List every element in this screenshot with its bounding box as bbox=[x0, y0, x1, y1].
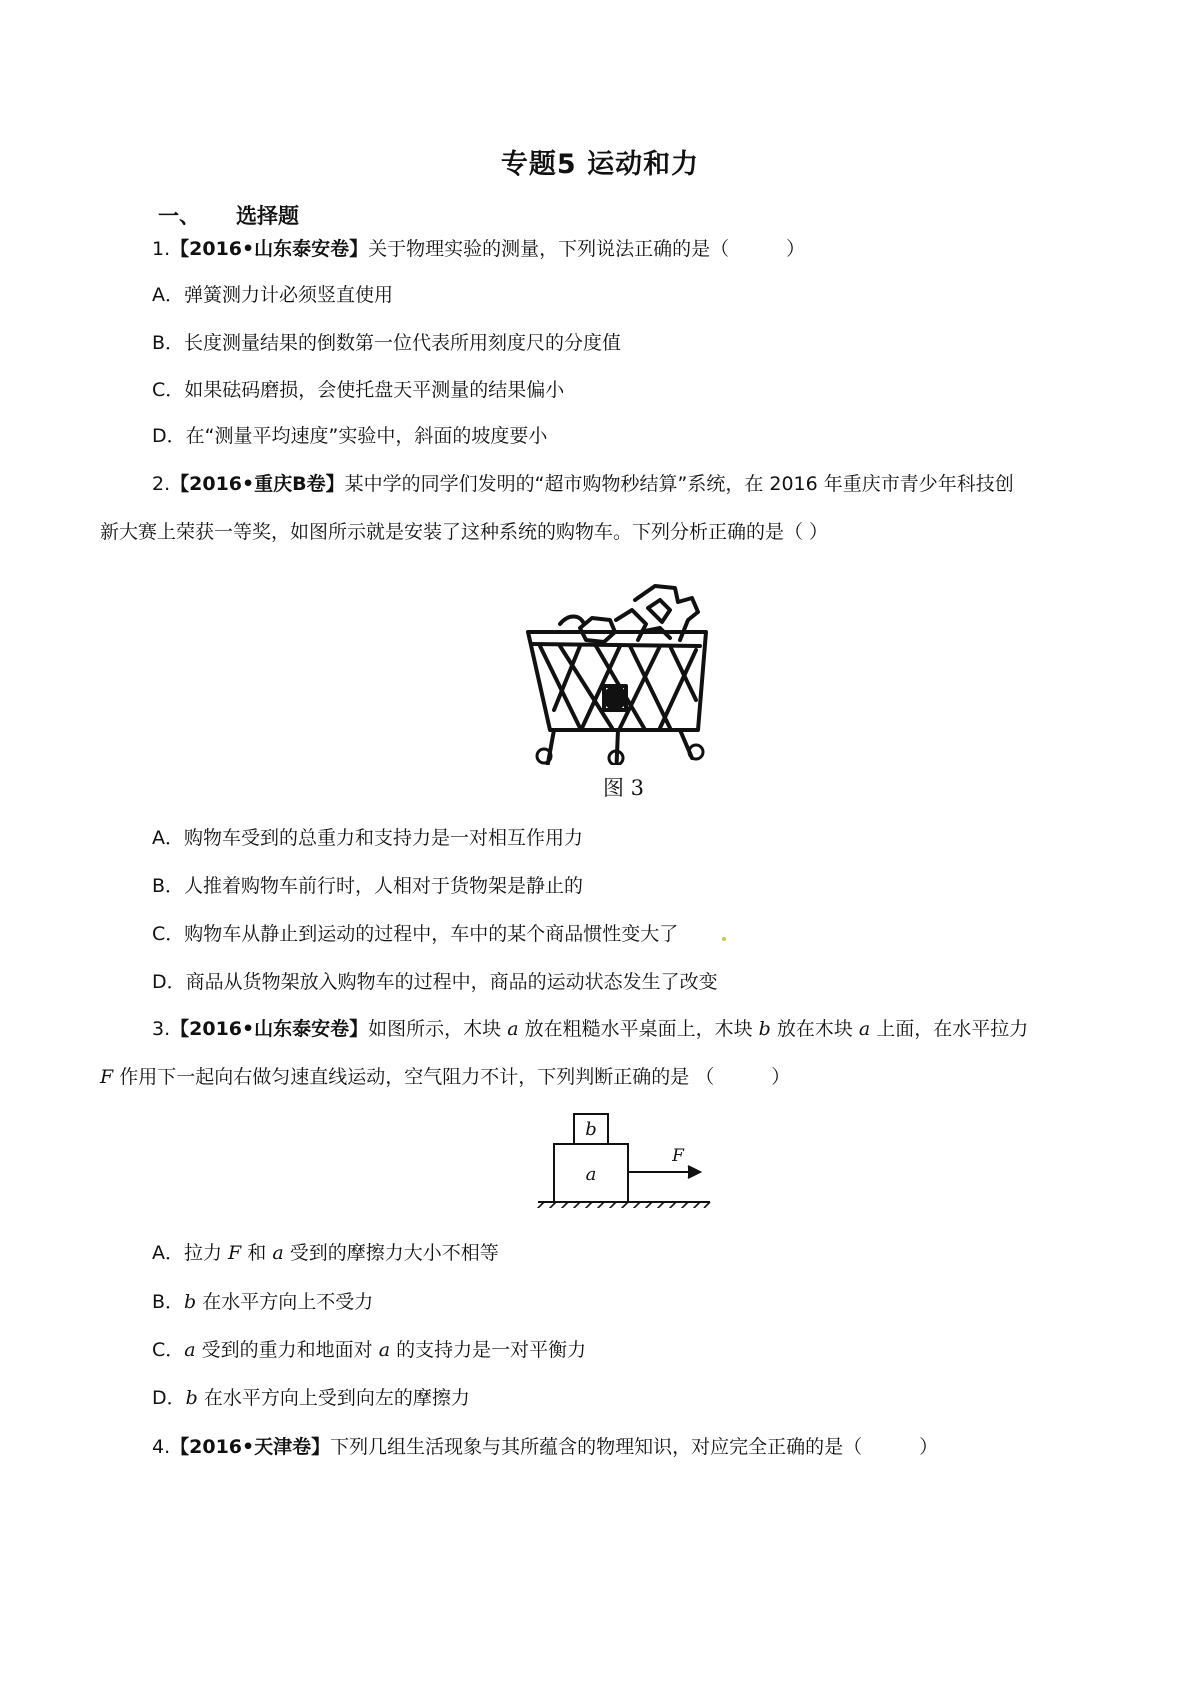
question-3-option-c bbox=[152, 1337, 586, 1363]
stray-mark bbox=[722, 937, 726, 941]
question-2-number: 2. bbox=[152, 473, 171, 495]
block-force-diagram bbox=[530, 1108, 720, 1208]
variable-a: a bbox=[184, 1339, 196, 1361]
option-text: 在水平方向上不受力 bbox=[196, 1291, 374, 1313]
question-1-source: 【2016•山东泰安卷】 bbox=[170, 238, 369, 260]
variable-f: F bbox=[100, 1066, 114, 1088]
question-1-option-a: A．弹簧测力计必须竖直使用 bbox=[152, 284, 393, 306]
variable-a: a bbox=[507, 1018, 519, 1040]
option-text: 的支持力是一对平衡力 bbox=[390, 1339, 587, 1361]
question-2-source: 【2016•重庆B卷】 bbox=[170, 473, 345, 495]
question-1-stem bbox=[152, 236, 805, 262]
section-heading bbox=[158, 200, 299, 230]
question-4-number: 4. bbox=[152, 1436, 171, 1458]
question-1-option-b: B．长度测量结果的倒数第一位代表所用刻度尺的分度值 bbox=[152, 332, 622, 354]
question-3-source: 【2016•山东泰安卷】 bbox=[170, 1018, 369, 1040]
force-label: F bbox=[672, 1146, 684, 1166]
option-text: B． bbox=[152, 1291, 185, 1313]
question-2-option-a: A．购物车受到的总重力和支持力是一对相互作用力 bbox=[152, 827, 583, 849]
option-text: C． bbox=[152, 1339, 185, 1361]
question-4-stem bbox=[152, 1434, 938, 1460]
document-title: 专题5 运动和力 bbox=[500, 149, 700, 180]
variable-b: b bbox=[184, 1291, 197, 1313]
question-3-text-part: 放在木块 bbox=[770, 1018, 859, 1040]
variable-b: b bbox=[185, 1387, 198, 1409]
option-text: 受到的重力和地面对 bbox=[195, 1339, 379, 1361]
question-3-stem-line-1 bbox=[152, 1016, 1028, 1042]
question-2-stem-line-2: 新大赛上荣获一等奖，如图所示就是安装了这种系统的购物车。下列分析正确的是（ ） bbox=[100, 521, 829, 543]
question-1-text: 关于物理实验的测量，下列说法正确的是（ ） bbox=[368, 238, 806, 260]
question-3-option-a bbox=[152, 1240, 499, 1266]
option-text: 受到的摩擦力大小不相等 bbox=[283, 1242, 499, 1264]
question-2-option-d: D．商品从货物架放入购物车的过程中，商品的运动状态发生了改变 bbox=[152, 971, 718, 993]
question-2-text-line-1: 某中学的同学们发明的“超市购物秒结算”系统，在 2016 年重庆市青少年科技创 bbox=[344, 473, 1014, 495]
question-3-option-b bbox=[152, 1289, 373, 1315]
section-number: 一、 bbox=[158, 204, 200, 228]
question-3-text-part: 放在粗糙水平桌面上，木块 bbox=[518, 1018, 759, 1040]
block-a-label: a bbox=[585, 1164, 597, 1185]
variable-a: a bbox=[378, 1339, 391, 1361]
question-1-option-d: D．在“测量平均速度”实验中，斜面的坡度要小 bbox=[152, 425, 548, 447]
question-3-text-part: 如图所示，木块 bbox=[368, 1018, 508, 1040]
block-b-label: b bbox=[585, 1119, 597, 1140]
variable-a: a bbox=[858, 1018, 871, 1040]
option-text: A．拉力 bbox=[152, 1242, 229, 1264]
variable-b: b bbox=[758, 1018, 771, 1040]
question-4-source: 【2016•天津卷】 bbox=[170, 1436, 331, 1458]
question-4-text: 下列几组生活现象与其所蕴含的物理知识，对应完全正确的是（ ） bbox=[330, 1436, 939, 1458]
question-1-option-c: C．如果砝码磨损，会使托盘天平测量的结果偏小 bbox=[152, 379, 565, 401]
question-2-option-c: C．购物车从静止到运动的过程中，车中的某个商品惯性变大了 bbox=[152, 923, 679, 945]
question-2-option-b: B．人推着购物车前行时，人相对于货物架是静止的 bbox=[152, 875, 584, 897]
question-3-text-part: 上面，在水平拉力 bbox=[870, 1018, 1029, 1040]
question-1-number: 1. bbox=[152, 238, 171, 260]
question-3-stem-line-2 bbox=[100, 1064, 790, 1090]
option-text: D． bbox=[152, 1387, 186, 1409]
question-3-option-d bbox=[152, 1385, 470, 1411]
shopping-cart-figure bbox=[520, 580, 730, 765]
option-text: 在水平方向上受到向左的摩擦力 bbox=[197, 1387, 470, 1409]
force-arrow-head bbox=[688, 1166, 700, 1178]
shopping-cart-figure-caption: 图 3 bbox=[603, 776, 645, 800]
variable-a: a bbox=[272, 1242, 284, 1264]
question-2-stem-line-1 bbox=[152, 471, 1014, 497]
question-3-text-part: 作用下一起向右做匀速直线运动，空气阻力不计，下列判断正确的是 （ ） bbox=[113, 1066, 791, 1088]
section-label: 选择题 bbox=[236, 204, 299, 228]
variable-f: F bbox=[228, 1242, 242, 1264]
option-text: 和 bbox=[241, 1242, 273, 1264]
question-3-number: 3. bbox=[152, 1018, 171, 1040]
